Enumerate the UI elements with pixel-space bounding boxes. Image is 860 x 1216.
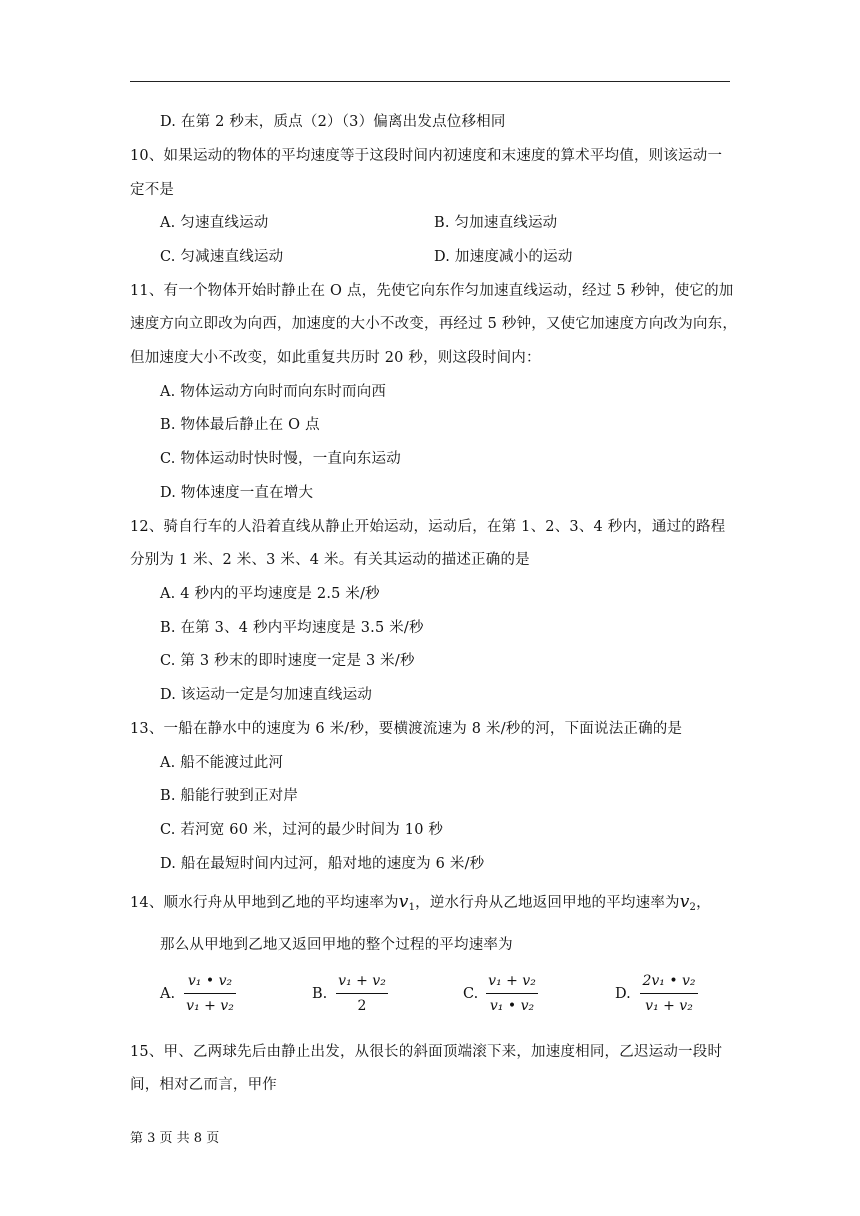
fraction-bar xyxy=(184,993,236,994)
fraction-numerator: v₁ + v₂ xyxy=(338,973,386,989)
q12-option-c: C. 第 3 秒末的即时速度一定是 3 米/秒 xyxy=(160,653,415,669)
fraction-numerator: v₁ • v₂ xyxy=(187,973,233,989)
page-footer: 第 3 页 共 8 页 xyxy=(130,1131,220,1146)
q14-stem-part2: ，逆水行舟从乙地返回甲地的平均速率为 xyxy=(415,895,680,911)
q14-option-d-label: D. xyxy=(615,986,631,1002)
q15-stem-line1: 15、甲、乙两球先后由静止出发，从很长的斜面顶端滚下来，加速度相同，乙迟运动一段时 xyxy=(130,1044,723,1060)
q12-option-d: D. 该运动一定是匀加速直线运动 xyxy=(160,687,373,703)
q14-stem-part3: ， xyxy=(696,895,711,911)
q12-stem-line1: 12、骑自行车的人沿着直线从静止开始运动，运动后，在第 1、2、3、4 秒内，通过的路程 xyxy=(130,519,726,535)
q10-option-d: D. 加速度减小的运动 xyxy=(434,249,573,265)
fraction-denominator: v₁ • v₂ xyxy=(489,998,535,1014)
q11-stem-line2: 速度方向立即改为向西，加速度的大小不改变，再经过 5 秒钟，又使它加速度方向改为向东， xyxy=(130,316,738,332)
q14-option-d-fraction xyxy=(638,970,700,1018)
fraction-bar xyxy=(336,993,388,994)
q14-option-c-fraction xyxy=(486,970,538,1018)
q12-option-a: A. 4 秒内的平均速度是 2.5 米/秒 xyxy=(160,586,380,602)
q14-v2: $v_2$ xyxy=(679,892,697,913)
q11-stem-line3: 但加速度大小不改变，如此重复共历时 20 秒，则这段时间内： xyxy=(130,350,541,366)
q13-stem: 13、一船在静水中的速度为 6 米/秒，要横渡流速为 8 米/秒的河，下面说法正确的是 xyxy=(130,721,683,737)
fraction-bar xyxy=(486,993,538,994)
q13-option-b: B. 船能行驶到正对岸 xyxy=(160,788,299,804)
fraction-denominator: v₁ + v₂ xyxy=(186,998,234,1014)
q14-option-c-label: C. xyxy=(463,986,479,1002)
q9-option-d: D. 在第 2 秒末，质点（2）（3）偏离出发点位移相同 xyxy=(160,114,506,130)
q13-option-c: C. 若河宽 60 米，过河的最少时间为 10 秒 xyxy=(160,822,444,838)
q14-stem-part1: 14、顺水行舟从甲地到乙地的平均速率为 xyxy=(130,895,399,911)
fraction-denominator: v₁ + v₂ xyxy=(645,998,693,1014)
q14-option-a-label: A. xyxy=(160,986,176,1002)
q13-option-d: D. 船在最短时间内过河，船对地的速度为 6 米/秒 xyxy=(160,856,485,872)
q14-v1: $v_1$ xyxy=(398,892,416,913)
q10-option-c: C. 匀减速直线运动 xyxy=(160,249,284,265)
header-rule xyxy=(130,81,730,82)
fraction-bar xyxy=(640,993,698,994)
q14-stem-line1 xyxy=(130,892,711,918)
q14-option-a-fraction xyxy=(184,970,236,1018)
q11-option-b: B. 物体最后静止在 O 点 xyxy=(160,417,320,433)
fraction-numerator: v₁ + v₂ xyxy=(488,973,536,989)
q10-option-a: A. 匀速直线运动 xyxy=(160,215,269,231)
q11-stem-line1: 11、有一个物体开始时静止在 O 点，先使它向东作匀加速直线运动，经过 5 秒钟，使它的加 xyxy=(130,283,734,299)
q12-stem-line2: 分别为 1 米、2 米、3 米、4 米。有关其运动的描述正确的是 xyxy=(130,552,530,568)
q10-stem-line2: 定不是 xyxy=(130,182,175,198)
q10-stem-line1: 10、如果运动的物体的平均速度等于这段时间内初速度和末速度的算术平均值，则该运动一 xyxy=(130,148,723,164)
fraction-denominator: 2 xyxy=(357,998,367,1014)
q13-option-a: A. 船不能渡过此河 xyxy=(160,755,284,771)
q11-option-d: D. 物体速度一直在增大 xyxy=(160,485,314,501)
q12-option-b: B. 在第 3、4 秒内平均速度是 3.5 米/秒 xyxy=(160,620,424,636)
q14-option-b-label: B. xyxy=(312,986,328,1002)
fraction-numerator: 2v₁ • v₂ xyxy=(642,973,696,989)
q14-option-b-fraction xyxy=(336,970,388,1018)
q10-option-b: B. 匀加速直线运动 xyxy=(434,215,558,231)
q14-stem-line2: 那么从甲地到乙地又返回甲地的整个过程的平均速率为 xyxy=(160,937,513,953)
q11-option-c: C. 物体运动时快时慢，一直向东运动 xyxy=(160,451,401,467)
q15-stem-line2: 间，相对乙而言，甲作 xyxy=(130,1077,277,1093)
q11-option-a: A. 物体运动方向时而向东时而向西 xyxy=(160,384,387,400)
